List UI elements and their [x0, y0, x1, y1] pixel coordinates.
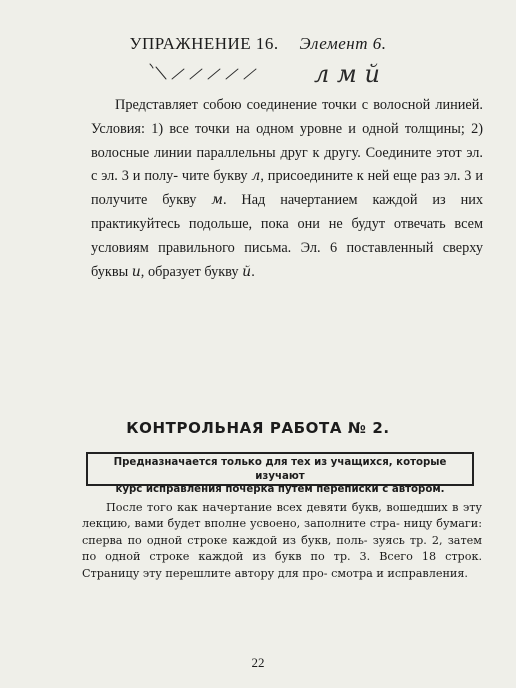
paragraph-text: чите букву — [181, 168, 252, 185]
exercise-title: УПРАЖНЕНИЕ 16. — [129, 34, 279, 53]
script-letter: л — [251, 168, 261, 185]
paragraph-text: получите букву — [91, 192, 212, 209]
instructions-paragraph — [82, 500, 482, 582]
script-letter: м — [211, 192, 223, 209]
paragraph-text: . Над начертанием каждой из — [222, 192, 446, 209]
instructions-line: смотра и исправления. — [331, 566, 468, 580]
notice-box — [86, 452, 474, 495]
handwriting-sample — [142, 58, 442, 90]
notice-line: курс исправления почерка путем переписки с автором. — [115, 484, 445, 495]
instructions-line: ницу бумаги: сперва по одной строке каждой из букв, поль- — [82, 517, 483, 547]
exercise-paragraph — [91, 94, 483, 284]
instructions-line: в эту лекцию, вами будет вполне усвоено, заполните стра- — [82, 501, 482, 531]
paragraph-text: Представляет собою соединение точки с волосной — [115, 97, 431, 113]
paragraph-text: линией. Условия: 1) все точки на одном уровне и — [91, 97, 483, 137]
dot-hairline-strokes — [150, 64, 256, 79]
instructions-line: После того как начертание всех девяти букв, вошедших — [106, 501, 448, 514]
paragraph-text: , присоедините к ней еще раз эл. 3 и — [260, 168, 484, 185]
notice-line: Предназначается только для тех из учащихся, которые изучают — [113, 457, 447, 482]
instructions-line: зуясь тр. 2, затем по одной строке каждой из букв по тр. 3. — [82, 533, 482, 564]
exercise-heading — [0, 34, 516, 54]
handwriting-sample-drawing — [142, 58, 442, 90]
section-title: КОНТРОЛЬНАЯ РАБОТА № 2. — [126, 419, 390, 437]
script-letters: л м й — [314, 60, 380, 88]
element-title: Элемент 6. — [299, 34, 387, 53]
paragraph-text: них практикуйтесь подольше, пока они не будут — [91, 192, 484, 232]
script-letter: и — [131, 263, 141, 280]
paragraph-text: одной толщины; 2) волосные линии параллельны — [91, 120, 484, 161]
paragraph-text: отвечать всем условиям правильного письма. Эл. 6 — [91, 215, 484, 256]
paragraph-text: , образует букву — [140, 263, 243, 280]
page-number: 22 — [251, 655, 265, 670]
paragraph-text: . — [251, 263, 255, 280]
paragraph-text: поставленный сверху буквы — [91, 239, 483, 280]
script-letter: й — [242, 263, 252, 280]
paragraph-text: друг к другу. Соедините этот эл. с эл. 3 и полу- — [91, 144, 483, 185]
instructions-line: Всего 18 строк. Страницу эту перешлите автору для про- — [82, 550, 482, 580]
